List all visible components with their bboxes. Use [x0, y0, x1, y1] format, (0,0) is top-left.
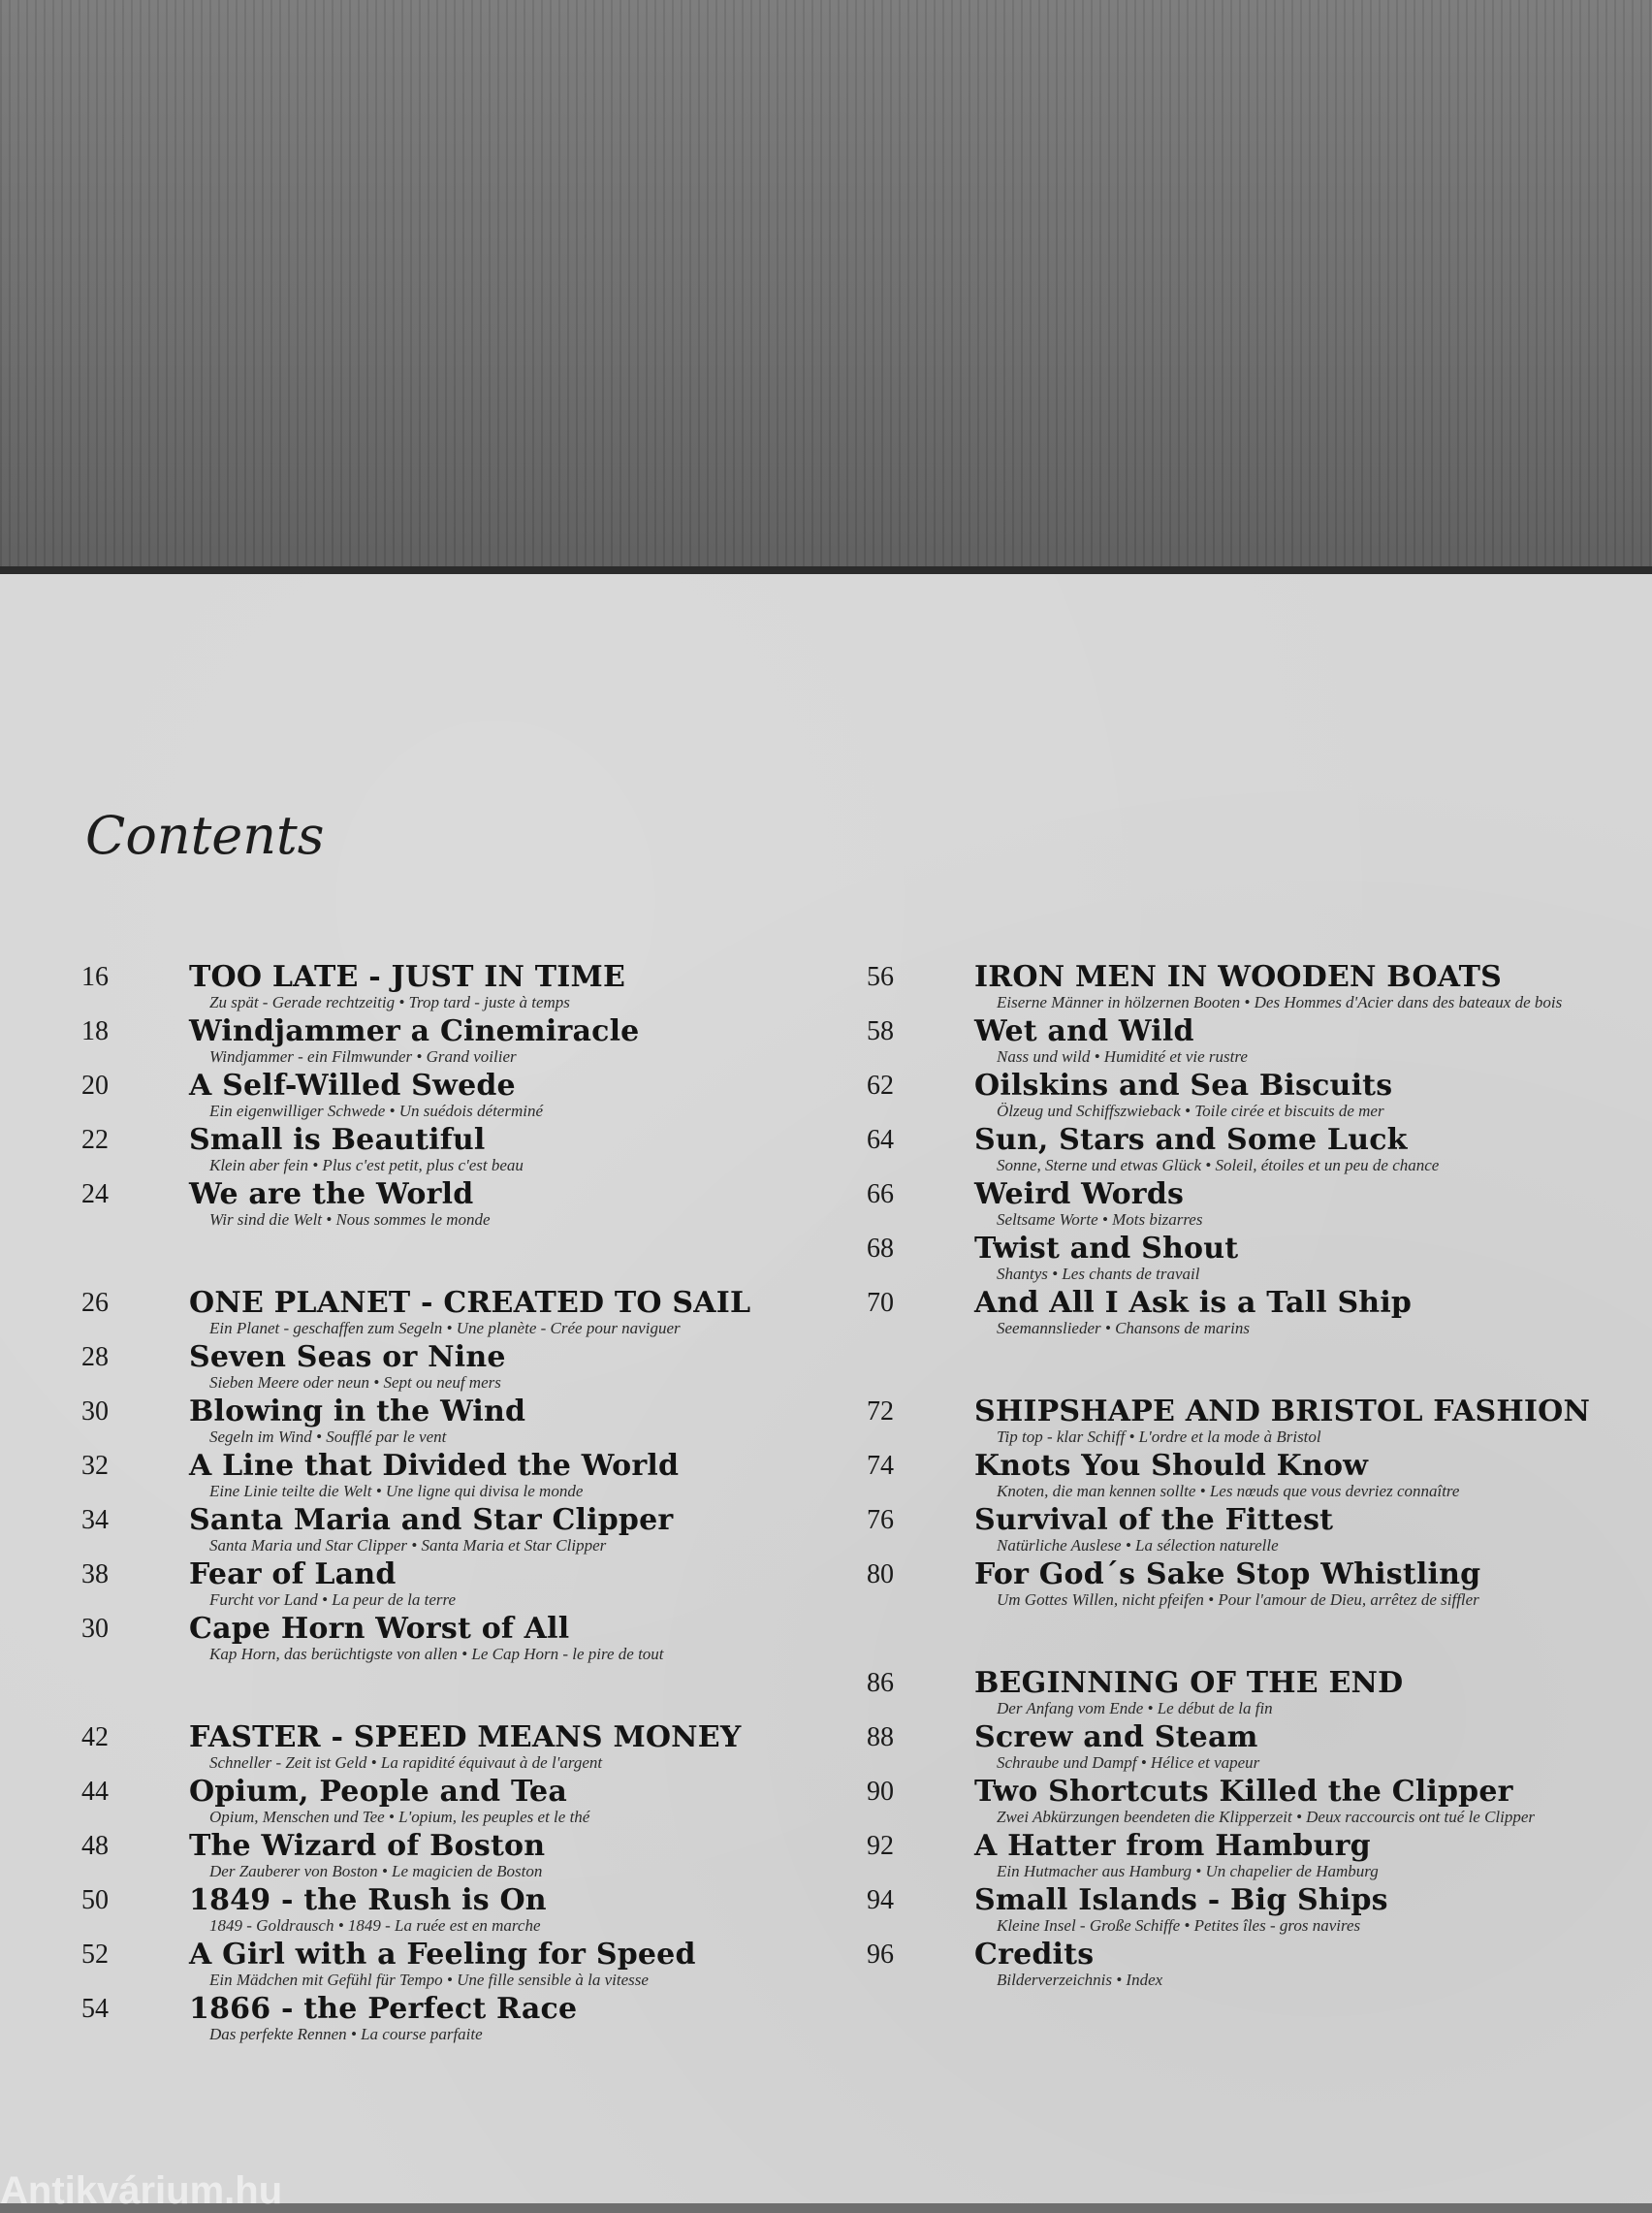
toc-page-number: 16: [81, 962, 109, 992]
toc-entry[interactable]: [783, 1071, 1598, 1125]
toc-page-number: 90: [867, 1777, 894, 1807]
toc-entry-title: 1866 - the Perfect Race: [189, 1992, 578, 2026]
toc-entry-subtitle: Der Anfang vom Ende • Le début de la fin: [997, 1699, 1273, 1717]
toc-entry-title: A Line that Divided the World: [189, 1449, 680, 1483]
toc-entry-title: The Wizard of Boston: [189, 1829, 546, 1863]
toc-entry[interactable]: [0, 1396, 814, 1451]
toc-entry-title: Oilskins and Sea Biscuits: [974, 1069, 1393, 1103]
toc-entry-subtitle: 1849 - Goldrausch • 1849 - La ruée est en marche: [209, 1916, 541, 1935]
toc-entry[interactable]: [783, 1125, 1598, 1179]
toc-entry-title: A Hatter from Hamburg: [974, 1829, 1371, 1863]
toc-entry-title: FASTER - SPEED MEANS MONEY: [189, 1720, 742, 1754]
toc-entry[interactable]: [783, 1722, 1598, 1777]
toc-entry-subtitle: Tip top - klar Schiff • L'ordre et la mode à Bristol: [997, 1427, 1321, 1446]
toc-entry-subtitle: Knoten, die man kennen sollte • Les nœuds que vous devriez connaître: [997, 1482, 1460, 1500]
toc-page-number: 62: [867, 1071, 894, 1101]
toc-entry-title: We are the World: [189, 1177, 474, 1211]
toc-entry-title: Survival of the Fittest: [974, 1503, 1334, 1537]
toc-entry-title: IRON MEN IN WOODEN BOATS: [974, 960, 1502, 994]
toc-entry-subtitle: Das perfekte Rennen • La course parfaite: [209, 2025, 483, 2043]
toc-page-number: 52: [81, 1940, 109, 1970]
toc-entry-subtitle: Bilderverzeichnis • Index: [997, 1971, 1163, 1989]
toc-entry-subtitle: Ein Mädchen mit Gefühl für Tempo • Une fille sensible à la vitesse: [209, 1971, 649, 1989]
toc-entry-subtitle: Sieben Meere oder neun • Sept ou neuf mers: [209, 1373, 501, 1392]
toc-page-number: 54: [81, 1994, 109, 2024]
toc-entry-title: Wet and Wild: [974, 1014, 1194, 1048]
toc-entry-title: Twist and Shout: [974, 1232, 1239, 1266]
toc-entry[interactable]: [0, 1722, 814, 1777]
toc-entry-subtitle: Santa Maria und Star Clipper • Santa Maria et Star Clipper: [209, 1536, 607, 1555]
toc-entry-subtitle: Ein Planet - geschaffen zum Segeln • Une planète - Crée pour naviguer: [209, 1319, 681, 1337]
toc-page-number: 68: [867, 1234, 894, 1264]
toc-page-number: 26: [81, 1288, 109, 1318]
toc-entry-subtitle: Seemannslieder • Chansons de marins: [997, 1319, 1250, 1337]
contents-page: [0, 574, 1652, 2212]
page-title: Contents: [85, 805, 325, 866]
toc-entry-subtitle: Segeln im Wind • Soufflé par le vent: [209, 1427, 447, 1446]
toc-entry-subtitle: Windjammer - ein Filmwunder • Grand voilier: [209, 1047, 517, 1066]
toc-entry[interactable]: [0, 1777, 814, 1831]
toc-entry-title: SHIPSHAPE AND BRISTOL FASHION: [974, 1395, 1591, 1428]
toc-page-number: 70: [867, 1288, 894, 1318]
toc-entry-subtitle: Ein eigenwilliger Schwede • Un suédois déterminé: [209, 1102, 543, 1120]
toc-entry-title: Knots You Should Know: [974, 1449, 1369, 1483]
toc-entry-subtitle: Schneller - Zeit ist Geld • La rapidité équivaut à de l'argent: [209, 1753, 603, 1772]
toc-page-number: 30: [81, 1614, 109, 1644]
toc-entry[interactable]: [783, 1940, 1598, 1994]
toc-page-number: 76: [867, 1505, 894, 1535]
toc-page-number: 88: [867, 1722, 894, 1752]
toc-entry-subtitle: Kap Horn, das berüchtigste von allen • Le Cap Horn - le pire de tout: [209, 1645, 664, 1663]
toc-entry[interactable]: [0, 1016, 814, 1071]
toc-page-number: 92: [867, 1831, 894, 1861]
toc-page-number: 86: [867, 1668, 894, 1698]
toc-page-number: 96: [867, 1940, 894, 1970]
toc-entry-title: A Self-Willed Swede: [189, 1069, 516, 1103]
toc-entry[interactable]: [0, 1071, 814, 1125]
toc-entry-title: Cape Horn Worst of All: [189, 1612, 570, 1646]
toc-page-number: 30: [81, 1396, 109, 1427]
wooden-backdrop: [0, 0, 1652, 572]
toc-page-number: 18: [81, 1016, 109, 1046]
toc-entry[interactable]: [783, 1777, 1598, 1831]
toc-entry-title: Weird Words: [974, 1177, 1185, 1211]
toc-entry-title: Screw and Steam: [974, 1720, 1258, 1754]
toc-entry-title: Small is Beautiful: [189, 1123, 486, 1157]
toc-entry[interactable]: [0, 1559, 814, 1614]
toc-entry-title: For God´s Sake Stop Whistling: [974, 1557, 1481, 1591]
toc-page-number: 56: [867, 962, 894, 992]
toc-page-number: 58: [867, 1016, 894, 1046]
toc-page-number: 80: [867, 1559, 894, 1589]
toc-page-number: 22: [81, 1125, 109, 1155]
toc-entry-title: Blowing in the Wind: [189, 1395, 526, 1428]
toc-entry[interactable]: [783, 1451, 1598, 1505]
toc-entry[interactable]: [783, 1016, 1598, 1071]
toc-entry-title: Santa Maria and Star Clipper: [189, 1503, 674, 1537]
toc-entry-title: 1849 - the Rush is On: [189, 1883, 547, 1917]
toc-entry[interactable]: [0, 1994, 814, 2048]
toc-entry-title: Windjammer a Cinemiracle: [189, 1014, 640, 1048]
toc-entry-subtitle: Sonne, Sterne und etwas Glück • Soleil, étoiles et un peu de chance: [997, 1156, 1440, 1174]
toc-entry[interactable]: [0, 1940, 814, 1994]
toc-entry[interactable]: [783, 1179, 1598, 1234]
toc-entry-subtitle: Kleine Insel - Große Schiffe • Petites îles - gros navires: [997, 1916, 1361, 1935]
toc-entry-subtitle: Opium, Menschen und Tee • L'opium, les peuples et le thé: [209, 1808, 590, 1826]
toc-entry-subtitle: Shantys • Les chants de travail: [997, 1265, 1200, 1283]
toc-entry[interactable]: [0, 962, 814, 1016]
toc-entry-subtitle: Zu spät - Gerade rechtzeitig • Trop tard - juste à temps: [209, 993, 570, 1011]
toc-page-number: 74: [867, 1451, 894, 1481]
toc-entry-title: ONE PLANET - CREATED TO SAIL: [189, 1286, 751, 1320]
toc-entry-subtitle: Natürliche Auslese • La sélection naturelle: [997, 1536, 1279, 1555]
toc-entry-title: Sun, Stars and Some Luck: [974, 1123, 1408, 1157]
toc-entry-subtitle: Schraube und Dampf • Hélice et vapeur: [997, 1753, 1260, 1772]
toc-page-number: 44: [81, 1777, 109, 1807]
toc-entry-title: TOO LATE - JUST IN TIME: [189, 960, 626, 994]
toc-entry[interactable]: [0, 1505, 814, 1559]
toc-page-number: 48: [81, 1831, 109, 1861]
toc-entry[interactable]: [783, 1234, 1598, 1288]
toc-entry-title: Seven Seas or Nine: [189, 1340, 506, 1374]
toc-entry[interactable]: [783, 1559, 1598, 1614]
toc-entry-title: Fear of Land: [189, 1557, 397, 1591]
toc-page-number: 34: [81, 1505, 109, 1535]
toc-entry-subtitle: Um Gottes Willen, nicht pfeifen • Pour l'amour de Dieu, arrêtez de siffler: [997, 1590, 1479, 1609]
toc-page-number: 64: [867, 1125, 894, 1155]
toc-entry-subtitle: Wir sind die Welt • Nous sommes le monde: [209, 1210, 491, 1229]
toc-entry-subtitle: Ein Hutmacher aus Hamburg • Un chapelier de Hamburg: [997, 1862, 1379, 1880]
toc-entry[interactable]: [783, 1288, 1598, 1342]
toc-entry-title: Two Shortcuts Killed the Clipper: [974, 1775, 1513, 1809]
toc-entry[interactable]: [783, 1396, 1598, 1451]
toc-entry-subtitle: Eiserne Männer in hölzernen Booten • Des Hommes d'Acier dans des bateaux de bois: [997, 993, 1563, 1011]
toc-entry[interactable]: [783, 1505, 1598, 1559]
toc-entry-title: And All I Ask is a Tall Ship: [974, 1286, 1413, 1320]
toc-entry[interactable]: [783, 1668, 1598, 1722]
toc-entry-subtitle: Klein aber fein • Plus c'est petit, plus c'est beau: [209, 1156, 524, 1174]
watermark-text: Antikvárium.hu: [0, 2169, 283, 2212]
toc-entry-subtitle: Der Zauberer von Boston • Le magicien de Boston: [209, 1862, 543, 1880]
toc-page-number: 24: [81, 1179, 109, 1209]
toc-entry[interactable]: [0, 1885, 814, 1940]
toc-page-number: 42: [81, 1722, 109, 1752]
toc-entry[interactable]: [0, 1342, 814, 1396]
toc-page-number: 94: [867, 1885, 894, 1915]
toc-entry-title: A Girl with a Feeling for Speed: [189, 1938, 696, 1972]
toc-entry-title: BEGINNING OF THE END: [974, 1666, 1404, 1700]
toc-entry-subtitle: Furcht vor Land • La peur de la terre: [209, 1590, 457, 1609]
toc-entry[interactable]: [0, 1831, 814, 1885]
toc-entry-subtitle: Eine Linie teilte die Welt • Une ligne qui divisa le monde: [209, 1482, 584, 1500]
toc-entry[interactable]: [0, 1288, 814, 1342]
toc-entry[interactable]: [783, 962, 1598, 1016]
toc-entry-subtitle: Ölzeug und Schiffszwieback • Toile cirée et biscuits de mer: [997, 1102, 1384, 1120]
toc-entry-subtitle: Zwei Abkürzungen beendeten die Klipperzeit • Deux raccourcis ont tué le Clipper: [997, 1808, 1536, 1826]
book-cover-edge: [0, 566, 1652, 574]
toc-page-number: 32: [81, 1451, 109, 1481]
toc-entry[interactable]: [0, 1125, 814, 1179]
toc-entry[interactable]: [783, 1831, 1598, 1885]
toc-entry[interactable]: [0, 1614, 814, 1668]
toc-entry[interactable]: [783, 1885, 1598, 1940]
toc-entry-title: Credits: [974, 1938, 1095, 1972]
toc-entry-subtitle: Seltsame Worte • Mots bizarres: [997, 1210, 1203, 1229]
toc-page-number: 66: [867, 1179, 894, 1209]
toc-page-number: 28: [81, 1342, 109, 1372]
toc-page-number: 50: [81, 1885, 109, 1915]
toc-entry[interactable]: [0, 1451, 814, 1505]
toc-entry-title: Small Islands - Big Ships: [974, 1883, 1388, 1917]
toc-page-number: 72: [867, 1396, 894, 1427]
toc-page-number: 38: [81, 1559, 109, 1589]
toc-entry-subtitle: Nass und wild • Humidité et vie rustre: [997, 1047, 1248, 1066]
toc-entry-title: Opium, People and Tea: [189, 1775, 567, 1809]
toc-page-number: 20: [81, 1071, 109, 1101]
toc-entry[interactable]: [0, 1179, 814, 1234]
